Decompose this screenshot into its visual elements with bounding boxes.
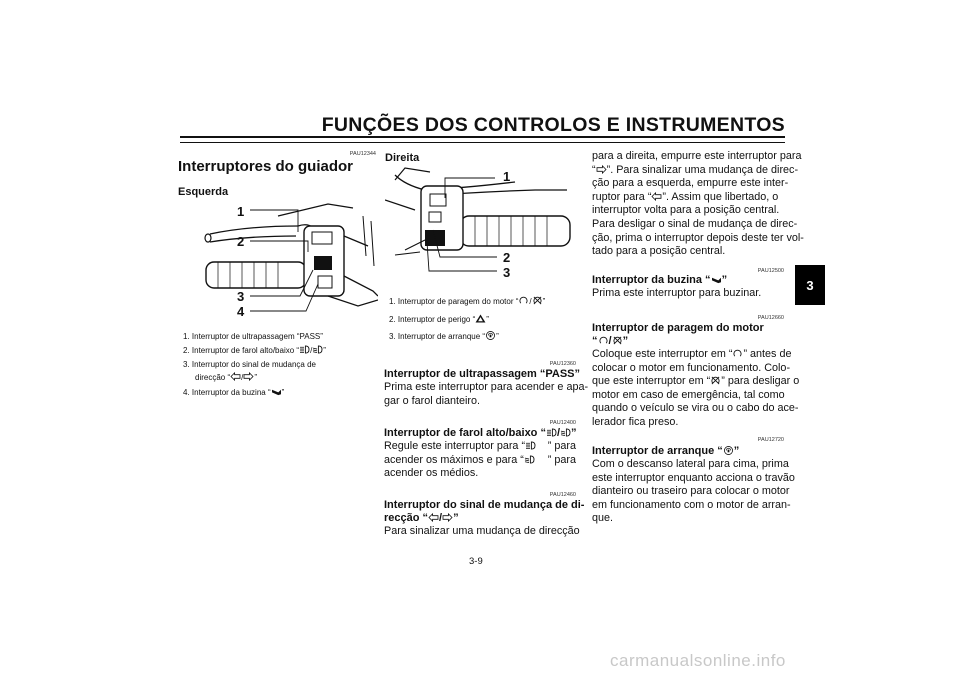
ref-code: PAU12660 (757, 315, 784, 321)
section-heading: “ / ” (592, 335, 629, 347)
high-beam-icon (546, 428, 557, 437)
section-title: Interruptores do guiador (178, 158, 354, 175)
section-heading: Interruptor de arranque “ ” (592, 445, 740, 457)
high-beam-icon (299, 345, 310, 354)
engine-run-icon (518, 296, 529, 305)
chapter-tab: 3 (795, 265, 825, 305)
ref-code: PAU12460 (549, 492, 576, 498)
section-body: Regule este interruptor para “ ” para acender os máximos e para “ ” para acender os médios. (384, 440, 576, 480)
ref-code: PAU12360 (549, 361, 576, 367)
low-beam-icon (560, 428, 571, 437)
caption-item: 3. Interruptor do sinal de mudança de (183, 360, 316, 369)
high-beam-icon (525, 441, 536, 450)
start-icon (723, 446, 734, 455)
caption-item: 3. Interruptor de arranque “ ” (389, 332, 499, 341)
section-body: para a direita, empurre este interruptor para “ ”. Para sinalizar uma mudança de direc- ção para a esquerda, empurre este inter- ruptor para “ ”. Assim que libertado, o interruptor volta para a posição central. Para desligar o sinal de mudança de direc- ção, prima o interruptor depois deste ter vol- tado para a posição central. (592, 150, 804, 258)
start-icon (485, 331, 496, 340)
low-beam-icon (524, 455, 535, 464)
ref-code: PAU12344 (349, 151, 376, 157)
caption-item: 2. Interruptor de perigo “ ” (389, 315, 489, 324)
hazard-icon (475, 314, 486, 323)
caption-item: 1. Interruptor de ultrapassagem “PASS” (183, 332, 323, 341)
engine-run-icon (598, 336, 609, 345)
section-body: Com o descanso lateral para cima, prima este interruptor enquanto acciona o travão dianteiro ou traseiro para colocar o motor em funcionamento com o motor de arran- que. (592, 458, 795, 525)
subsection-title-left: Esquerda (178, 186, 229, 198)
callout-4: 4 (237, 304, 245, 319)
engine-stop-icon (612, 336, 623, 345)
section-heading: recção “ / ” (384, 512, 459, 524)
left-handlebar-illustration (178, 196, 378, 318)
ref-code: PAU12500 (757, 268, 784, 274)
callout-3: 3 (237, 289, 245, 304)
section-heading: Interruptor do sinal de mudança de di- (384, 499, 585, 511)
section-body: Coloque este interruptor em “ ” antes de colocar o motor em funcionamento. Colo- que este interruptor em “ ” para desligar o motor em caso de emergência, tal como quando o veículo se vira ou o cabo do ace- lerador fica preso. (592, 348, 800, 428)
turn-right-icon (596, 165, 607, 174)
turn-left-icon (428, 513, 439, 522)
right-handlebar-illustration (385, 160, 577, 285)
section-body: Prima este interruptor para buzinar. (592, 287, 762, 299)
section-heading: Interruptor da buzina “ ” (592, 274, 728, 286)
callout-1: 1 (503, 169, 511, 184)
caption-item: direcção “ / ” (195, 373, 258, 382)
turn-right-icon (442, 513, 453, 522)
section-body: Para sinalizar uma mudança de direcção (384, 525, 580, 537)
horn-icon (271, 387, 282, 396)
callout-1: 1 (237, 204, 245, 219)
subsection-title-right: Direita (385, 152, 420, 164)
page-header-title: FUNÇÕES DOS CONTROLOS E INSTRUMENTOS (321, 114, 785, 136)
section-heading: Interruptor de ultrapassagem “PASS” (384, 368, 581, 380)
caption-item: 1. Interruptor de paragem do motor “ / ” (389, 297, 546, 306)
turn-left-icon (230, 372, 241, 381)
section-body: Prima este interruptor para acender e apa- gar o farol dianteiro. (384, 381, 589, 407)
watermark: carmanualsonline.info (610, 651, 786, 670)
ref-code: PAU12400 (549, 420, 576, 426)
callout-2: 2 (237, 234, 245, 249)
caption-item: 2. Interruptor de farol alto/baixo “ / ” (183, 346, 326, 355)
callout-2: 2 (503, 250, 511, 265)
callout-3: 3 (503, 265, 511, 280)
section-heading: Interruptor de farol alto/baixo “ / ” (384, 427, 577, 439)
turn-right-icon (243, 372, 254, 381)
low-beam-icon (312, 345, 323, 354)
horn-icon (711, 275, 722, 284)
engine-stop-icon (710, 376, 721, 385)
header-rule-thick (180, 136, 785, 138)
ref-code: PAU12720 (757, 437, 784, 443)
caption-item: 4. Interruptor da buzina “ ” (183, 388, 285, 397)
header-rule-thin (180, 142, 785, 143)
turn-left-icon (651, 192, 662, 201)
engine-stop-icon (532, 296, 543, 305)
page-number: 3-9 (469, 556, 483, 567)
section-heading: Interruptor de paragem do motor (592, 322, 764, 334)
engine-run-icon (732, 349, 743, 358)
